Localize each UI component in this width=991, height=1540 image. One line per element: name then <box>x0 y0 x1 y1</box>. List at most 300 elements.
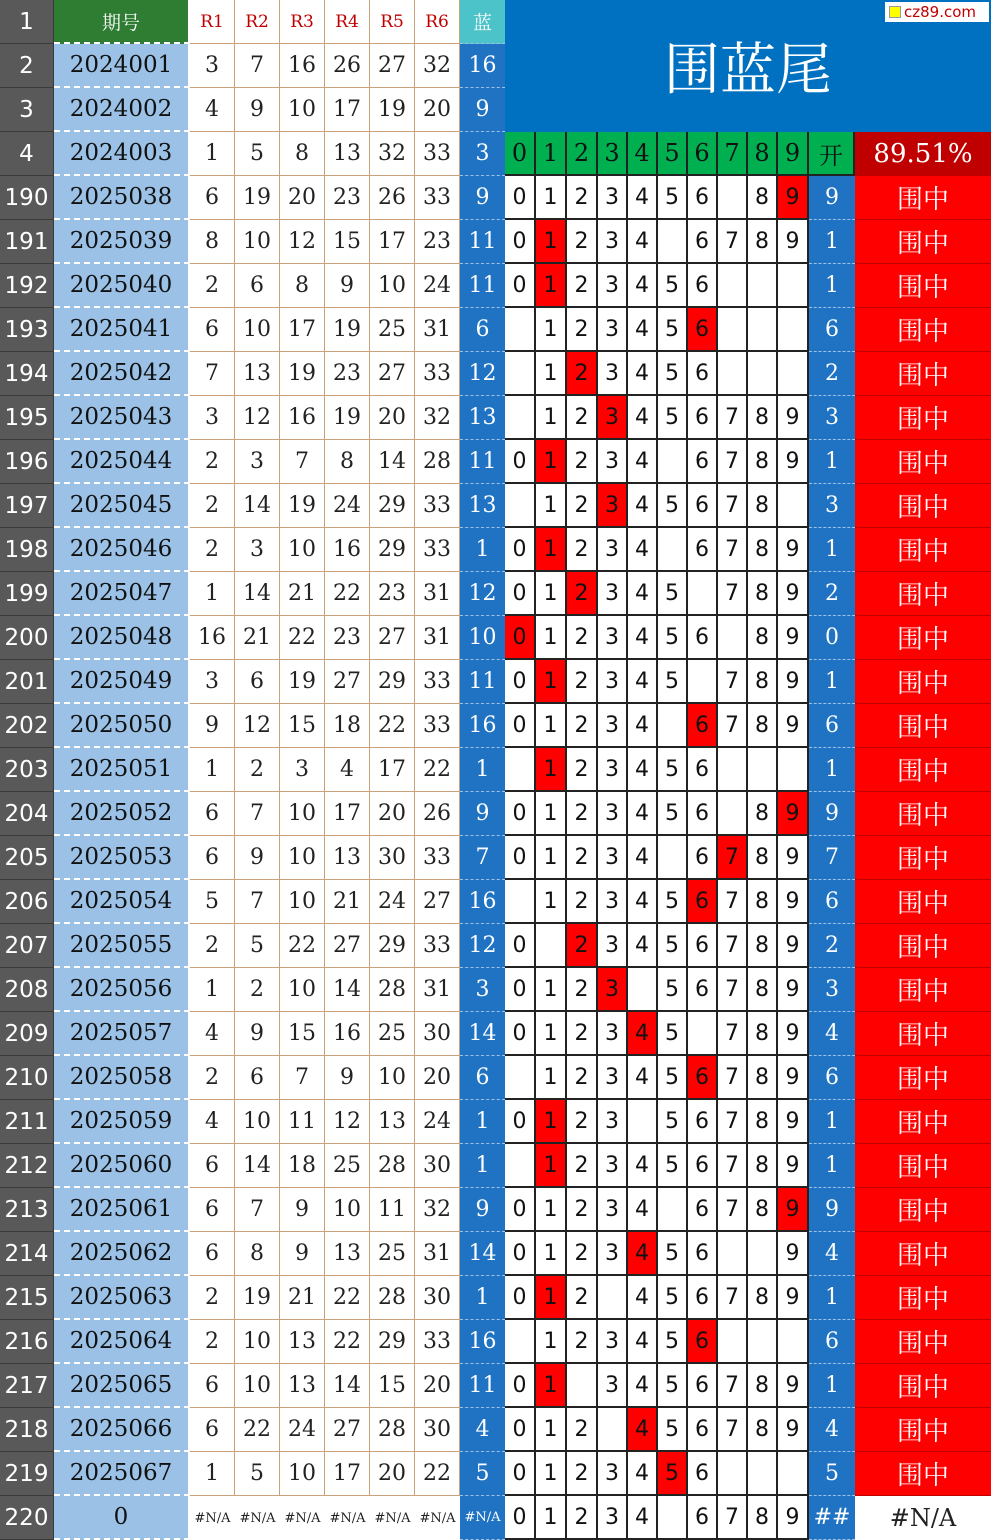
digit-cell[interactable] <box>748 352 778 396</box>
digit-cell[interactable]: 7 <box>718 1408 748 1452</box>
digit-cell[interactable] <box>718 176 748 220</box>
digit-cell[interactable]: 5 <box>658 968 688 1012</box>
digit-cell[interactable]: 2 <box>567 176 598 220</box>
digit-column-header[interactable]: 5 <box>658 132 688 176</box>
digit-cell[interactable]: 5 <box>658 1144 688 1188</box>
red-number-cell[interactable]: 10 <box>370 1056 415 1100</box>
digit-cell[interactable]: 6 <box>688 616 718 660</box>
row-header[interactable]: 191 <box>0 220 54 264</box>
digit-cell[interactable]: 4 <box>628 616 658 660</box>
digit-cell[interactable]: 9 <box>778 836 809 880</box>
tail-digit-cell[interactable]: 3 <box>809 968 855 1012</box>
digit-cell[interactable]: 1 <box>536 1056 567 1100</box>
digit-cell[interactable] <box>748 1452 778 1496</box>
digit-cell[interactable]: 3 <box>598 792 628 836</box>
tail-digit-cell[interactable]: 6 <box>809 704 855 748</box>
digit-cell[interactable]: 8 <box>748 924 778 968</box>
period-cell[interactable]: 2025061 <box>54 1188 190 1232</box>
red-number-cell[interactable]: 33 <box>415 704 460 748</box>
red-number-cell[interactable]: 17 <box>370 748 415 792</box>
digit-cell[interactable]: 9 <box>778 1144 809 1188</box>
digit-cell[interactable]: 6 <box>688 748 718 792</box>
red-number-cell[interactable]: 5 <box>235 924 280 968</box>
digit-cell[interactable]: 5 <box>658 1012 688 1056</box>
red-column-header[interactable]: R1 <box>190 0 235 44</box>
tail-digit-cell[interactable]: 5 <box>809 1452 855 1496</box>
tail-digit-cell[interactable]: 2 <box>809 572 855 616</box>
red-number-cell[interactable]: 32 <box>415 44 460 88</box>
digit-cell[interactable]: 0 <box>505 220 536 264</box>
digit-cell[interactable]: 5 <box>658 748 688 792</box>
digit-cell[interactable]: 1 <box>536 880 567 924</box>
red-number-cell[interactable]: 17 <box>280 308 325 352</box>
red-number-cell[interactable]: 7 <box>280 1056 325 1100</box>
red-number-cell[interactable]: 7 <box>235 792 280 836</box>
digit-cell[interactable]: 5 <box>658 484 688 528</box>
row-header[interactable]: 209 <box>0 1012 54 1056</box>
digit-cell[interactable]: 1 <box>536 484 567 528</box>
digit-cell[interactable]: 9 <box>778 616 809 660</box>
red-number-cell[interactable]: 10 <box>280 836 325 880</box>
red-number-cell[interactable]: 33 <box>415 176 460 220</box>
blue-number-cell[interactable]: 3 <box>460 132 505 176</box>
red-number-cell[interactable]: 20 <box>370 1452 415 1496</box>
red-number-cell[interactable]: 10 <box>235 1320 280 1364</box>
digit-cell[interactable]: 1 <box>536 616 567 660</box>
red-column-header[interactable]: R4 <box>325 0 370 44</box>
digit-cell[interactable]: 3 <box>598 1100 628 1144</box>
row-header[interactable]: 201 <box>0 660 54 704</box>
digit-cell[interactable] <box>778 308 809 352</box>
digit-cell-hit[interactable]: 1 <box>536 1100 567 1144</box>
digit-cell[interactable]: 0 <box>505 1012 536 1056</box>
tail-digit-cell[interactable]: 2 <box>809 352 855 396</box>
red-number-cell[interactable]: 24 <box>415 264 460 308</box>
digit-cell[interactable]: 9 <box>778 924 809 968</box>
digit-cell[interactable]: 5 <box>658 1364 688 1408</box>
digit-cell[interactable] <box>505 1144 536 1188</box>
period-cell[interactable]: 2025055 <box>54 924 190 968</box>
red-number-cell[interactable]: 31 <box>415 308 460 352</box>
red-number-cell[interactable]: 24 <box>280 1408 325 1452</box>
red-number-cell[interactable]: 26 <box>325 44 370 88</box>
digit-cell[interactable]: 8 <box>748 1056 778 1100</box>
tail-digit-cell[interactable]: 4 <box>809 1408 855 1452</box>
red-number-cell[interactable]: 6 <box>190 1364 235 1408</box>
red-number-cell[interactable]: 17 <box>325 88 370 132</box>
red-number-cell[interactable]: 13 <box>325 132 370 176</box>
red-number-cell[interactable]: 8 <box>280 132 325 176</box>
result-cell[interactable]: 围中 <box>855 308 991 352</box>
tail-digit-cell[interactable]: 1 <box>809 220 855 264</box>
red-number-cell[interactable]: 22 <box>280 924 325 968</box>
red-number-cell[interactable]: 17 <box>325 1452 370 1496</box>
red-number-cell[interactable]: 22 <box>370 704 415 748</box>
row-header[interactable]: 198 <box>0 528 54 572</box>
digit-cell[interactable]: 3 <box>598 1056 628 1100</box>
red-number-cell[interactable]: 31 <box>415 616 460 660</box>
red-number-cell[interactable]: 17 <box>325 792 370 836</box>
red-number-cell[interactable]: 33 <box>415 924 460 968</box>
digit-cell-hit[interactable]: 1 <box>536 528 567 572</box>
row-header[interactable]: 203 <box>0 748 54 792</box>
digit-column-header[interactable]: 9 <box>778 132 809 176</box>
row-header[interactable]: 202 <box>0 704 54 748</box>
red-number-cell[interactable]: 1 <box>190 572 235 616</box>
blue-number-cell[interactable]: 16 <box>460 880 505 924</box>
result-cell[interactable]: 围中 <box>855 836 991 880</box>
row-header[interactable]: 193 <box>0 308 54 352</box>
digit-cell[interactable]: 3 <box>598 1188 628 1232</box>
blue-number-cell[interactable]: 11 <box>460 1364 505 1408</box>
red-number-cell[interactable]: 25 <box>370 308 415 352</box>
red-number-cell[interactable]: 19 <box>325 308 370 352</box>
digit-cell[interactable]: 9 <box>778 1100 809 1144</box>
digit-cell[interactable]: 4 <box>628 836 658 880</box>
red-number-cell[interactable]: 23 <box>325 176 370 220</box>
digit-cell[interactable]: 2 <box>567 440 598 484</box>
digit-cell[interactable]: 8 <box>748 704 778 748</box>
digit-cell[interactable]: 2 <box>567 1100 598 1144</box>
digit-cell[interactable]: 4 <box>628 484 658 528</box>
digit-cell[interactable]: 0 <box>505 792 536 836</box>
result-cell[interactable]: 围中 <box>855 176 991 220</box>
period-cell[interactable]: 2025048 <box>54 616 190 660</box>
tail-digit-cell[interactable]: 6 <box>809 1320 855 1364</box>
row-header[interactable]: 204 <box>0 792 54 836</box>
result-cell[interactable]: 围中 <box>855 1276 991 1320</box>
red-number-cell[interactable]: 7 <box>235 880 280 924</box>
digit-cell[interactable]: 9 <box>778 1276 809 1320</box>
tail-digit-cell[interactable]: 9 <box>809 176 855 220</box>
digit-cell[interactable] <box>778 1320 809 1364</box>
digit-cell-hit[interactable]: 0 <box>505 616 536 660</box>
red-number-cell[interactable]: #N/A <box>370 1496 415 1540</box>
row-header[interactable]: 190 <box>0 176 54 220</box>
red-number-cell[interactable]: 1 <box>190 1452 235 1496</box>
red-number-cell[interactable]: 16 <box>190 616 235 660</box>
result-cell[interactable]: 围中 <box>855 1408 991 1452</box>
digit-cell[interactable]: 2 <box>567 1452 598 1496</box>
digit-cell[interactable]: 2 <box>567 836 598 880</box>
red-number-cell[interactable]: 33 <box>415 836 460 880</box>
digit-cell[interactable]: 3 <box>598 528 628 572</box>
red-number-cell[interactable]: 23 <box>325 352 370 396</box>
digit-cell-hit[interactable]: 2 <box>567 572 598 616</box>
digit-cell[interactable]: 3 <box>598 1144 628 1188</box>
red-number-cell[interactable]: 19 <box>235 176 280 220</box>
blue-number-cell[interactable]: 9 <box>460 792 505 836</box>
row-header[interactable]: 1 <box>0 0 54 44</box>
digit-cell-hit[interactable]: 6 <box>688 880 718 924</box>
digit-cell[interactable] <box>658 220 688 264</box>
blue-number-cell[interactable]: 14 <box>460 1012 505 1056</box>
red-number-cell[interactable]: 7 <box>280 440 325 484</box>
result-cell[interactable]: 围中 <box>855 484 991 528</box>
digit-cell[interactable]: 5 <box>658 1408 688 1452</box>
digit-cell[interactable]: 5 <box>658 1100 688 1144</box>
digit-cell[interactable]: 7 <box>718 1188 748 1232</box>
digit-cell[interactable] <box>505 1056 536 1100</box>
red-number-cell[interactable]: 5 <box>190 880 235 924</box>
red-number-cell[interactable]: 26 <box>415 792 460 836</box>
red-number-cell[interactable]: 29 <box>370 528 415 572</box>
red-number-cell[interactable]: 11 <box>280 1100 325 1144</box>
blue-number-cell[interactable]: 11 <box>460 440 505 484</box>
red-number-cell[interactable]: 31 <box>415 1232 460 1276</box>
digit-cell[interactable]: 3 <box>598 880 628 924</box>
red-number-cell[interactable]: 6 <box>190 308 235 352</box>
tail-digit-cell[interactable]: 3 <box>809 484 855 528</box>
digit-cell[interactable]: 3 <box>598 1232 628 1276</box>
digit-cell[interactable]: 6 <box>688 1452 718 1496</box>
digit-cell[interactable]: 4 <box>628 1144 658 1188</box>
result-cell[interactable]: 围中 <box>855 1364 991 1408</box>
period-cell[interactable]: 2025060 <box>54 1144 190 1188</box>
red-number-cell[interactable]: 1 <box>190 968 235 1012</box>
digit-cell-hit[interactable]: 9 <box>778 176 809 220</box>
row-header[interactable]: 194 <box>0 352 54 396</box>
red-number-cell[interactable]: 27 <box>370 44 415 88</box>
red-number-cell[interactable]: 33 <box>415 1320 460 1364</box>
red-number-cell[interactable]: 20 <box>280 176 325 220</box>
result-cell[interactable]: 围中 <box>855 352 991 396</box>
digit-cell[interactable] <box>718 308 748 352</box>
result-cell[interactable]: 围中 <box>855 660 991 704</box>
digit-cell[interactable] <box>718 1452 748 1496</box>
result-cell[interactable]: 围中 <box>855 1452 991 1496</box>
red-number-cell[interactable]: 9 <box>325 1056 370 1100</box>
digit-cell[interactable]: 8 <box>748 484 778 528</box>
digit-cell[interactable]: 0 <box>505 1364 536 1408</box>
digit-cell[interactable] <box>658 1188 688 1232</box>
digit-cell[interactable]: 0 <box>505 572 536 616</box>
digit-cell[interactable]: 3 <box>598 836 628 880</box>
digit-cell[interactable] <box>505 748 536 792</box>
digit-cell[interactable] <box>658 440 688 484</box>
red-number-cell[interactable]: 3 <box>190 660 235 704</box>
red-number-cell[interactable]: 24 <box>415 1100 460 1144</box>
digit-cell[interactable]: 0 <box>505 924 536 968</box>
digit-cell[interactable]: 0 <box>505 1188 536 1232</box>
digit-cell[interactable]: 6 <box>688 1364 718 1408</box>
digit-cell[interactable]: 4 <box>628 660 658 704</box>
row-header[interactable]: 215 <box>0 1276 54 1320</box>
digit-cell[interactable]: 5 <box>658 1232 688 1276</box>
red-number-cell[interactable]: 19 <box>280 352 325 396</box>
digit-cell[interactable] <box>688 572 718 616</box>
result-cell[interactable]: 围中 <box>855 1144 991 1188</box>
digit-cell[interactable]: 6 <box>688 528 718 572</box>
red-number-cell[interactable]: 25 <box>370 1012 415 1056</box>
red-number-cell[interactable]: 25 <box>325 1144 370 1188</box>
digit-column-header[interactable]: 4 <box>628 132 658 176</box>
row-header[interactable]: 199 <box>0 572 54 616</box>
red-number-cell[interactable]: 17 <box>370 220 415 264</box>
digit-cell[interactable]: 1 <box>536 792 567 836</box>
red-number-cell[interactable]: 16 <box>325 1012 370 1056</box>
digit-cell-hit[interactable]: 4 <box>628 1408 658 1452</box>
tail-digit-cell[interactable]: 1 <box>809 660 855 704</box>
digit-cell[interactable]: 1 <box>536 1012 567 1056</box>
red-number-cell[interactable]: 14 <box>235 484 280 528</box>
blue-number-cell[interactable]: 1 <box>460 1276 505 1320</box>
digit-cell[interactable]: 0 <box>505 528 536 572</box>
red-number-cell[interactable]: 10 <box>280 528 325 572</box>
red-number-cell[interactable]: 33 <box>415 484 460 528</box>
digit-cell-hit[interactable]: 1 <box>536 748 567 792</box>
tail-digit-cell[interactable]: 1 <box>809 1276 855 1320</box>
row-header[interactable]: 4 <box>0 132 54 176</box>
row-header[interactable]: 211 <box>0 1100 54 1144</box>
digit-cell[interactable] <box>628 1100 658 1144</box>
blue-number-cell[interactable]: 13 <box>460 396 505 440</box>
result-cell[interactable]: 围中 <box>855 1056 991 1100</box>
row-header[interactable]: 196 <box>0 440 54 484</box>
result-cell[interactable]: 围中 <box>855 968 991 1012</box>
digit-cell[interactable]: 0 <box>505 1496 536 1540</box>
digit-cell[interactable]: 5 <box>658 264 688 308</box>
digit-cell[interactable]: 8 <box>748 1276 778 1320</box>
digit-cell[interactable]: 4 <box>628 176 658 220</box>
blue-number-cell[interactable]: 12 <box>460 924 505 968</box>
red-number-cell[interactable]: 4 <box>190 1100 235 1144</box>
red-number-cell[interactable]: 10 <box>370 264 415 308</box>
result-cell[interactable]: 围中 <box>855 1100 991 1144</box>
digit-cell[interactable]: 7 <box>718 220 748 264</box>
red-number-cell[interactable]: 13 <box>280 1320 325 1364</box>
digit-cell-hit[interactable]: 3 <box>598 484 628 528</box>
open-column-header[interactable]: 开 <box>809 132 855 176</box>
digit-cell-hit[interactable]: 2 <box>567 924 598 968</box>
digit-cell-hit[interactable]: 7 <box>718 836 748 880</box>
red-number-cell[interactable]: 33 <box>415 352 460 396</box>
red-number-cell[interactable]: 22 <box>415 1452 460 1496</box>
digit-cell[interactable]: 2 <box>567 1188 598 1232</box>
red-number-cell[interactable]: 6 <box>190 792 235 836</box>
digit-cell[interactable]: 4 <box>628 528 658 572</box>
red-number-cell[interactable]: 9 <box>280 1188 325 1232</box>
digit-cell[interactable]: 7 <box>718 968 748 1012</box>
red-number-cell[interactable]: 20 <box>415 88 460 132</box>
period-cell[interactable]: 2025062 <box>54 1232 190 1276</box>
period-cell[interactable]: 2025041 <box>54 308 190 352</box>
digit-cell[interactable]: 8 <box>748 836 778 880</box>
period-cell[interactable]: 0 <box>54 1496 190 1540</box>
result-cell[interactable]: 围中 <box>855 528 991 572</box>
blue-number-cell[interactable]: 6 <box>460 308 505 352</box>
blue-number-cell[interactable]: 11 <box>460 220 505 264</box>
red-number-cell[interactable]: 20 <box>370 792 415 836</box>
tail-digit-cell[interactable]: 6 <box>809 308 855 352</box>
digit-cell-hit[interactable]: 3 <box>598 968 628 1012</box>
digit-cell[interactable]: 9 <box>778 1232 809 1276</box>
red-number-cell[interactable]: 15 <box>280 1012 325 1056</box>
digit-cell[interactable]: 2 <box>567 1408 598 1452</box>
red-column-header[interactable]: R3 <box>280 0 325 44</box>
digit-cell[interactable] <box>658 836 688 880</box>
red-number-cell[interactable]: 33 <box>415 132 460 176</box>
red-number-cell[interactable]: 22 <box>325 1276 370 1320</box>
result-cell[interactable]: #N/A <box>855 1496 991 1540</box>
red-number-cell[interactable]: 14 <box>235 572 280 616</box>
red-number-cell[interactable]: 10 <box>280 880 325 924</box>
digit-cell[interactable]: 6 <box>688 220 718 264</box>
red-number-cell[interactable]: 7 <box>235 44 280 88</box>
digit-cell[interactable] <box>658 1496 688 1540</box>
tail-digit-cell[interactable]: 4 <box>809 1012 855 1056</box>
red-number-cell[interactable]: #N/A <box>325 1496 370 1540</box>
row-header[interactable]: 210 <box>0 1056 54 1100</box>
tail-digit-cell[interactable]: 9 <box>809 792 855 836</box>
red-number-cell[interactable]: 15 <box>280 704 325 748</box>
period-cell[interactable]: 2024002 <box>54 88 190 132</box>
red-number-cell[interactable]: 3 <box>280 748 325 792</box>
digit-cell[interactable] <box>505 880 536 924</box>
digit-cell[interactable]: 5 <box>658 1276 688 1320</box>
digit-cell[interactable]: 4 <box>628 1496 658 1540</box>
red-column-header[interactable]: R6 <box>415 0 460 44</box>
red-number-cell[interactable]: 16 <box>280 396 325 440</box>
digit-cell[interactable]: 1 <box>536 572 567 616</box>
hit-rate-cell[interactable]: 89.51% <box>855 132 991 176</box>
blue-number-cell[interactable]: 16 <box>460 704 505 748</box>
digit-cell[interactable]: 6 <box>688 792 718 836</box>
digit-cell[interactable]: 2 <box>567 264 598 308</box>
digit-cell-hit[interactable]: 6 <box>688 704 718 748</box>
digit-cell[interactable]: 6 <box>688 924 718 968</box>
red-number-cell[interactable]: 13 <box>280 1364 325 1408</box>
digit-cell[interactable]: 3 <box>598 704 628 748</box>
red-number-cell[interactable]: 9 <box>190 704 235 748</box>
blue-number-cell[interactable]: 4 <box>460 1408 505 1452</box>
result-cell[interactable]: 围中 <box>855 748 991 792</box>
digit-cell-hit[interactable]: 1 <box>536 1364 567 1408</box>
row-header[interactable]: 212 <box>0 1144 54 1188</box>
blue-number-cell[interactable]: 9 <box>460 88 505 132</box>
digit-cell[interactable]: 7 <box>718 1144 748 1188</box>
digit-cell[interactable]: 5 <box>658 1320 688 1364</box>
digit-cell[interactable]: 6 <box>688 1144 718 1188</box>
digit-cell[interactable]: 6 <box>688 1188 718 1232</box>
digit-cell[interactable]: 8 <box>748 176 778 220</box>
red-number-cell[interactable]: 24 <box>370 880 415 924</box>
digit-cell[interactable]: 4 <box>628 792 658 836</box>
digit-cell[interactable] <box>505 352 536 396</box>
digit-cell[interactable]: 1 <box>536 1452 567 1496</box>
result-cell[interactable]: 围中 <box>855 264 991 308</box>
red-number-cell[interactable]: 16 <box>280 44 325 88</box>
digit-cell[interactable]: 8 <box>748 880 778 924</box>
digit-cell[interactable]: 3 <box>598 1452 628 1496</box>
red-number-cell[interactable]: 27 <box>370 616 415 660</box>
digit-cell[interactable]: 7 <box>718 1496 748 1540</box>
digit-column-header[interactable]: 8 <box>748 132 778 176</box>
red-number-cell[interactable]: 2 <box>235 748 280 792</box>
red-number-cell[interactable]: 22 <box>325 1320 370 1364</box>
digit-cell[interactable]: 6 <box>688 1276 718 1320</box>
digit-cell[interactable]: 6 <box>688 176 718 220</box>
digit-cell[interactable]: 2 <box>567 1496 598 1540</box>
red-number-cell[interactable]: 29 <box>370 924 415 968</box>
result-cell[interactable]: 围中 <box>855 616 991 660</box>
red-number-cell[interactable]: 9 <box>235 88 280 132</box>
red-number-cell[interactable]: 4 <box>325 748 370 792</box>
digit-cell[interactable]: 3 <box>598 1496 628 1540</box>
digit-cell[interactable]: 7 <box>718 660 748 704</box>
digit-cell[interactable]: 9 <box>778 968 809 1012</box>
red-number-cell[interactable]: 27 <box>325 1408 370 1452</box>
